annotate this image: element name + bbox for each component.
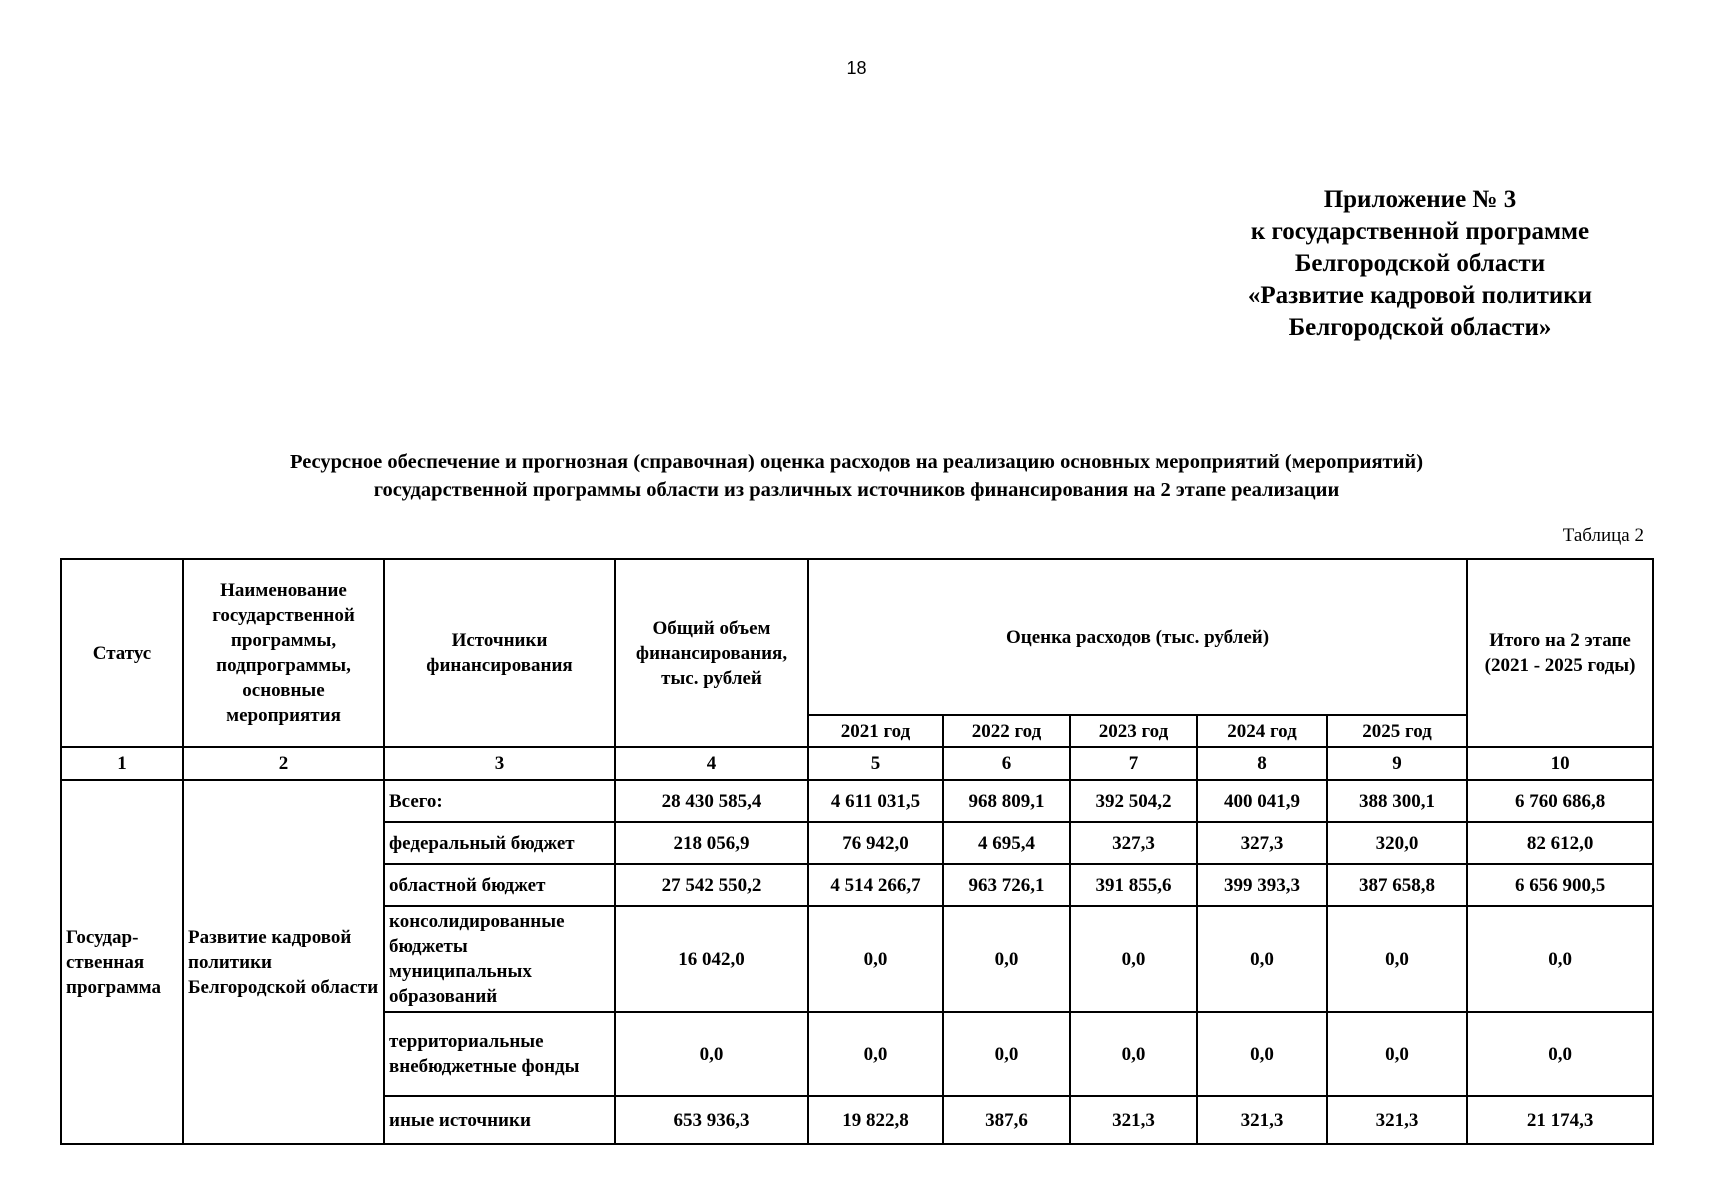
total-cell: 218 056,9 xyxy=(615,822,808,864)
header-status: Статус xyxy=(61,559,183,747)
year-2021-cell: 76 942,0 xyxy=(808,822,943,864)
title-line-2: государственной программы области из различных источников финансирования на 2 этапе реализации xyxy=(373,479,1340,501)
document-title xyxy=(0,448,1713,504)
appendix-line: «Развитие кадровой политики xyxy=(1247,282,1593,309)
header-year-2024: 2024 год xyxy=(1197,715,1327,747)
year-2025-cell: 0,0 xyxy=(1327,1012,1467,1096)
year-2022-cell: 4 695,4 xyxy=(943,822,1070,864)
stage-total-cell: 0,0 xyxy=(1467,906,1653,1012)
year-2022-cell: 0,0 xyxy=(943,1012,1070,1096)
column-number: 8 xyxy=(1197,747,1327,780)
year-2021-cell: 4 514 266,7 xyxy=(808,864,943,906)
year-2021-cell: 0,0 xyxy=(808,1012,943,1096)
financing-table xyxy=(60,558,1654,1145)
appendix-line: к государственной программе xyxy=(1250,218,1590,245)
stage-total-cell: 21 174,3 xyxy=(1467,1096,1653,1144)
title-line-1: Ресурсное обеспечение и прогнозная (справочная) оценка расходов на реализацию основных мероприятий (мероприятий) xyxy=(289,451,1424,473)
year-2024-cell: 327,3 xyxy=(1197,822,1327,864)
total-cell: 0,0 xyxy=(615,1012,808,1096)
year-2024-cell: 321,3 xyxy=(1197,1096,1327,1144)
header-sources: Источники финансирования xyxy=(384,559,615,747)
source-cell: федеральный бюджет xyxy=(384,822,615,864)
year-2024-cell: 0,0 xyxy=(1197,906,1327,1012)
stage-total-cell: 82 612,0 xyxy=(1467,822,1653,864)
header-total-volume: Общий объем финансирования, тыс. рублей xyxy=(615,559,808,747)
column-number: 4 xyxy=(615,747,808,780)
year-2023-cell: 0,0 xyxy=(1070,906,1197,1012)
year-2024-cell: 0,0 xyxy=(1197,1012,1327,1096)
stage-total-cell: 6 760 686,8 xyxy=(1467,780,1653,822)
program-name-cell: Развитие кадровой политики Белгородской области xyxy=(183,780,384,1144)
header-estimate: Оценка расходов (тыс. рублей) xyxy=(808,559,1467,715)
year-2025-cell: 320,0 xyxy=(1327,822,1467,864)
year-2025-cell: 321,3 xyxy=(1327,1096,1467,1144)
stage-total-cell: 6 656 900,5 xyxy=(1467,864,1653,906)
header-year-2025: 2025 год xyxy=(1327,715,1467,747)
header-year-2021: 2021 год xyxy=(808,715,943,747)
column-number: 7 xyxy=(1070,747,1197,780)
year-2022-cell: 387,6 xyxy=(943,1096,1070,1144)
source-cell: Всего: xyxy=(384,780,615,822)
year-2021-cell: 0,0 xyxy=(808,906,943,1012)
total-cell: 16 042,0 xyxy=(615,906,808,1012)
year-2022-cell: 968 809,1 xyxy=(943,780,1070,822)
column-number-row xyxy=(61,747,1653,780)
table-label: Таблица 2 xyxy=(1562,525,1644,546)
year-2021-cell: 19 822,8 xyxy=(808,1096,943,1144)
source-cell: консолидированные бюджеты муниципальных образований xyxy=(384,906,615,1012)
column-number: 9 xyxy=(1327,747,1467,780)
year-2021-cell: 4 611 031,5 xyxy=(808,780,943,822)
header-year-2023: 2023 год xyxy=(1070,715,1197,747)
column-number: 5 xyxy=(808,747,943,780)
stage-total-cell: 0,0 xyxy=(1467,1012,1653,1096)
year-2023-cell: 327,3 xyxy=(1070,822,1197,864)
year-2025-cell: 387 658,8 xyxy=(1327,864,1467,906)
appendix-line: Приложение № 3 xyxy=(1323,186,1517,213)
year-2024-cell: 399 393,3 xyxy=(1197,864,1327,906)
source-cell: иные источники xyxy=(384,1096,615,1144)
year-2024-cell: 400 041,9 xyxy=(1197,780,1327,822)
year-2023-cell: 0,0 xyxy=(1070,1012,1197,1096)
header-name: Наименование государственной программы, подпрограммы, основные мероприятия xyxy=(183,559,384,747)
year-2022-cell: 963 726,1 xyxy=(943,864,1070,906)
source-cell: территориальные внебюджетные фонды xyxy=(384,1012,615,1096)
year-2023-cell: 391 855,6 xyxy=(1070,864,1197,906)
header-year-2022: 2022 год xyxy=(943,715,1070,747)
year-2023-cell: 392 504,2 xyxy=(1070,780,1197,822)
total-cell: 28 430 585,4 xyxy=(615,780,808,822)
column-number: 2 xyxy=(183,747,384,780)
total-cell: 27 542 550,2 xyxy=(615,864,808,906)
appendix-line: Белгородской области» xyxy=(1288,314,1552,341)
appendix-line: Белгородской области xyxy=(1294,250,1546,277)
table-row xyxy=(61,780,1653,822)
column-number: 1 xyxy=(61,747,183,780)
column-number: 6 xyxy=(943,747,1070,780)
source-cell: областной бюджет xyxy=(384,864,615,906)
appendix-heading xyxy=(1200,184,1640,344)
year-2022-cell: 0,0 xyxy=(943,906,1070,1012)
year-2025-cell: 388 300,1 xyxy=(1327,780,1467,822)
year-2025-cell: 0,0 xyxy=(1327,906,1467,1012)
column-number: 3 xyxy=(384,747,615,780)
status-cell: Государ-ственная программа xyxy=(61,780,183,1144)
column-number: 10 xyxy=(1467,747,1653,780)
total-cell: 653 936,3 xyxy=(615,1096,808,1144)
header-stage-total: Итого на 2 этапе (2021 - 2025 годы) xyxy=(1467,559,1653,747)
page-number: 18 xyxy=(846,58,867,78)
year-2023-cell: 321,3 xyxy=(1070,1096,1197,1144)
